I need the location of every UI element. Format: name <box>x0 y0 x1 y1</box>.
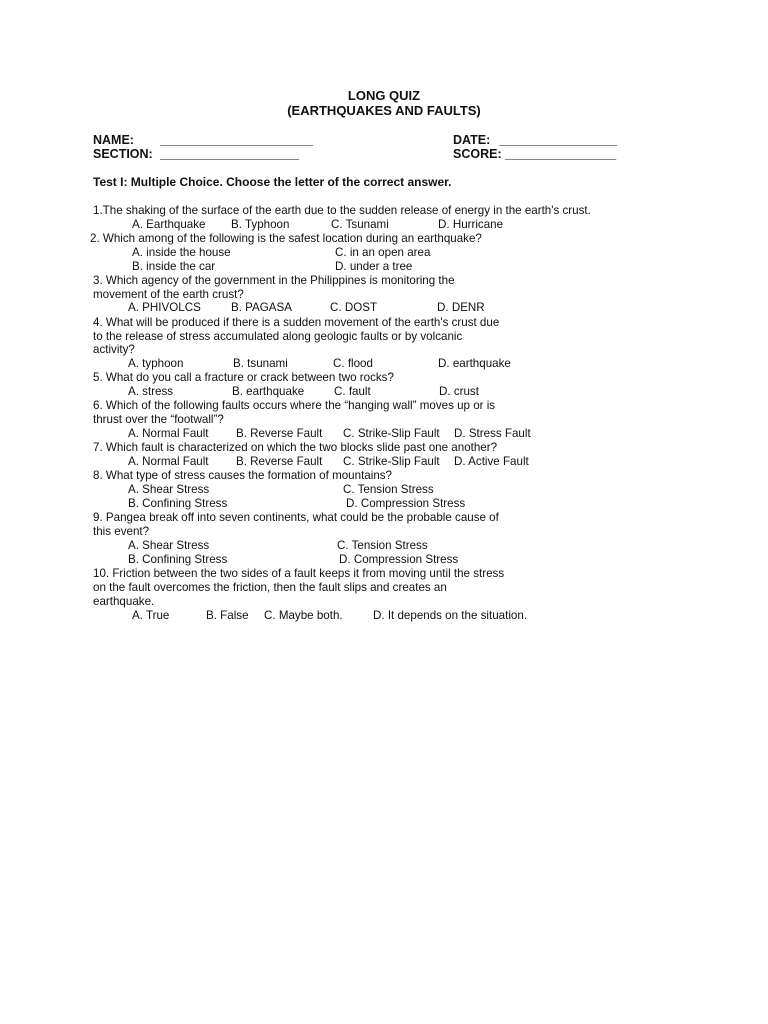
question-7-option-b: B. Reverse Fault <box>236 455 323 468</box>
question-10-option-d: D. It depends on the situation. <box>373 609 528 622</box>
question-9-option-b: B. Confining Stress <box>128 553 228 566</box>
question-4-option-a: A. typhoon <box>128 357 184 370</box>
question-8-option-d: D. Compression Stress <box>346 497 466 510</box>
question-3-option-d: D. DENR <box>437 301 485 314</box>
question-7-option-d: D. Active Fault <box>454 455 529 468</box>
question-3-option-c: C. DOST <box>330 301 378 314</box>
question-7-option-c: C. Strike-Slip Fault <box>343 455 440 468</box>
question-2-option-a: A. inside the house <box>132 246 231 259</box>
question-5-option-a: A. stress <box>128 385 174 398</box>
name-blank: ______________________ <box>160 133 313 147</box>
question-8-option-b: B. Confining Stress <box>128 497 228 510</box>
quiz-subtitle: (EARTHQUAKES AND FAULTS) <box>287 103 481 118</box>
date-label: DATE: <box>453 133 491 147</box>
question-4-option-d: D. earthquake <box>438 357 511 370</box>
question-10-stem: earthquake. <box>93 595 155 608</box>
question-8-option-c: C. Tension Stress <box>343 483 434 496</box>
question-1-option-d: D. Hurricane <box>438 218 504 231</box>
question-4-stem: activity? <box>93 343 135 356</box>
question-2-option-b: B. inside the car <box>132 260 216 273</box>
score-blank: ________________ <box>505 147 617 161</box>
question-5-stem: 5. What do you call a fracture or crack between two rocks? <box>93 371 394 384</box>
question-6-stem: thrust over the “footwall”? <box>93 413 224 426</box>
question-9-option-c: C. Tension Stress <box>337 539 428 552</box>
question-6-option-b: B. Reverse Fault <box>236 427 323 440</box>
question-9-option-a: A. Shear Stress <box>128 539 210 552</box>
question-9-option-d: D. Compression Stress <box>339 553 459 566</box>
question-9-stem: 9. Pangea break off into seven continents, what could be the probable cause of <box>93 511 499 524</box>
question-6-option-c: C. Strike-Slip Fault <box>343 427 440 440</box>
question-10-option-c: C. Maybe both. <box>264 609 343 622</box>
score-label: SCORE: <box>453 147 502 161</box>
question-6-option-d: D. Stress Fault <box>454 427 531 440</box>
question-10-option-a: A. True <box>132 609 170 622</box>
question-3-stem: movement of the earth crust? <box>93 288 244 301</box>
question-7-stem: 7. Which fault is characterized on which the two blocks slide past one another? <box>93 441 498 454</box>
question-10-option-b: B. False <box>206 609 249 622</box>
question-5-option-d: D. crust <box>439 385 479 398</box>
question-1-option-c: C. Tsunami <box>331 218 389 231</box>
date-blank: _________________ <box>499 133 618 147</box>
question-3-stem: 3. Which agency of the government in the Philippines is monitoring the <box>93 274 455 287</box>
test-instructions: Test I: Multiple Choice. Choose the letter of the correct answer. <box>93 175 452 189</box>
question-4-stem: to the release of stress accumulated along geologic faults or by volcanic <box>93 330 463 343</box>
question-3-option-a: A. PHIVOLCS <box>128 301 201 314</box>
question-2-stem: 2. Which among of the following is the safest location during an earthquake? <box>90 232 482 245</box>
name-label: NAME: <box>93 133 134 147</box>
question-4-option-b: B. tsunami <box>233 357 288 370</box>
question-8-option-a: A. Shear Stress <box>128 483 210 496</box>
question-2-option-d: D. under a tree <box>335 260 413 273</box>
question-3-option-b: B. PAGASA <box>231 301 292 314</box>
question-6-stem: 6. Which of the following faults occurs where the “hanging wall” moves up or is <box>93 399 496 412</box>
section-blank: ____________________ <box>160 147 300 161</box>
question-9-stem: this event? <box>93 525 150 538</box>
question-4-option-c: C. flood <box>333 357 373 370</box>
question-2-option-c: C. in an open area <box>335 246 431 259</box>
question-6-option-a: A. Normal Fault <box>128 427 209 440</box>
question-8-stem: 8. What type of stress causes the formation of mountains? <box>93 469 393 482</box>
question-1-option-a: A. Earthquake <box>132 218 206 231</box>
question-1-option-b: B. Typhoon <box>231 218 290 231</box>
question-5-option-b: B. earthquake <box>232 385 305 398</box>
question-10-stem: on the fault overcomes the friction, then the fault slips and creates an <box>93 581 447 594</box>
question-4-stem: 4. What will be produced if there is a sudden movement of the earth's crust due <box>93 316 500 329</box>
question-10-stem: 10. Friction between the two sides of a fault keeps it from moving until the stress <box>93 567 505 580</box>
section-label: SECTION: <box>93 147 153 161</box>
question-5-option-c: C. fault <box>334 385 371 398</box>
question-1-stem: 1.The shaking of the surface of the earth due to the sudden release of energy in the earth's crust. <box>93 204 591 217</box>
quiz-title: LONG QUIZ <box>347 88 421 103</box>
question-7-option-a: A. Normal Fault <box>128 455 209 468</box>
